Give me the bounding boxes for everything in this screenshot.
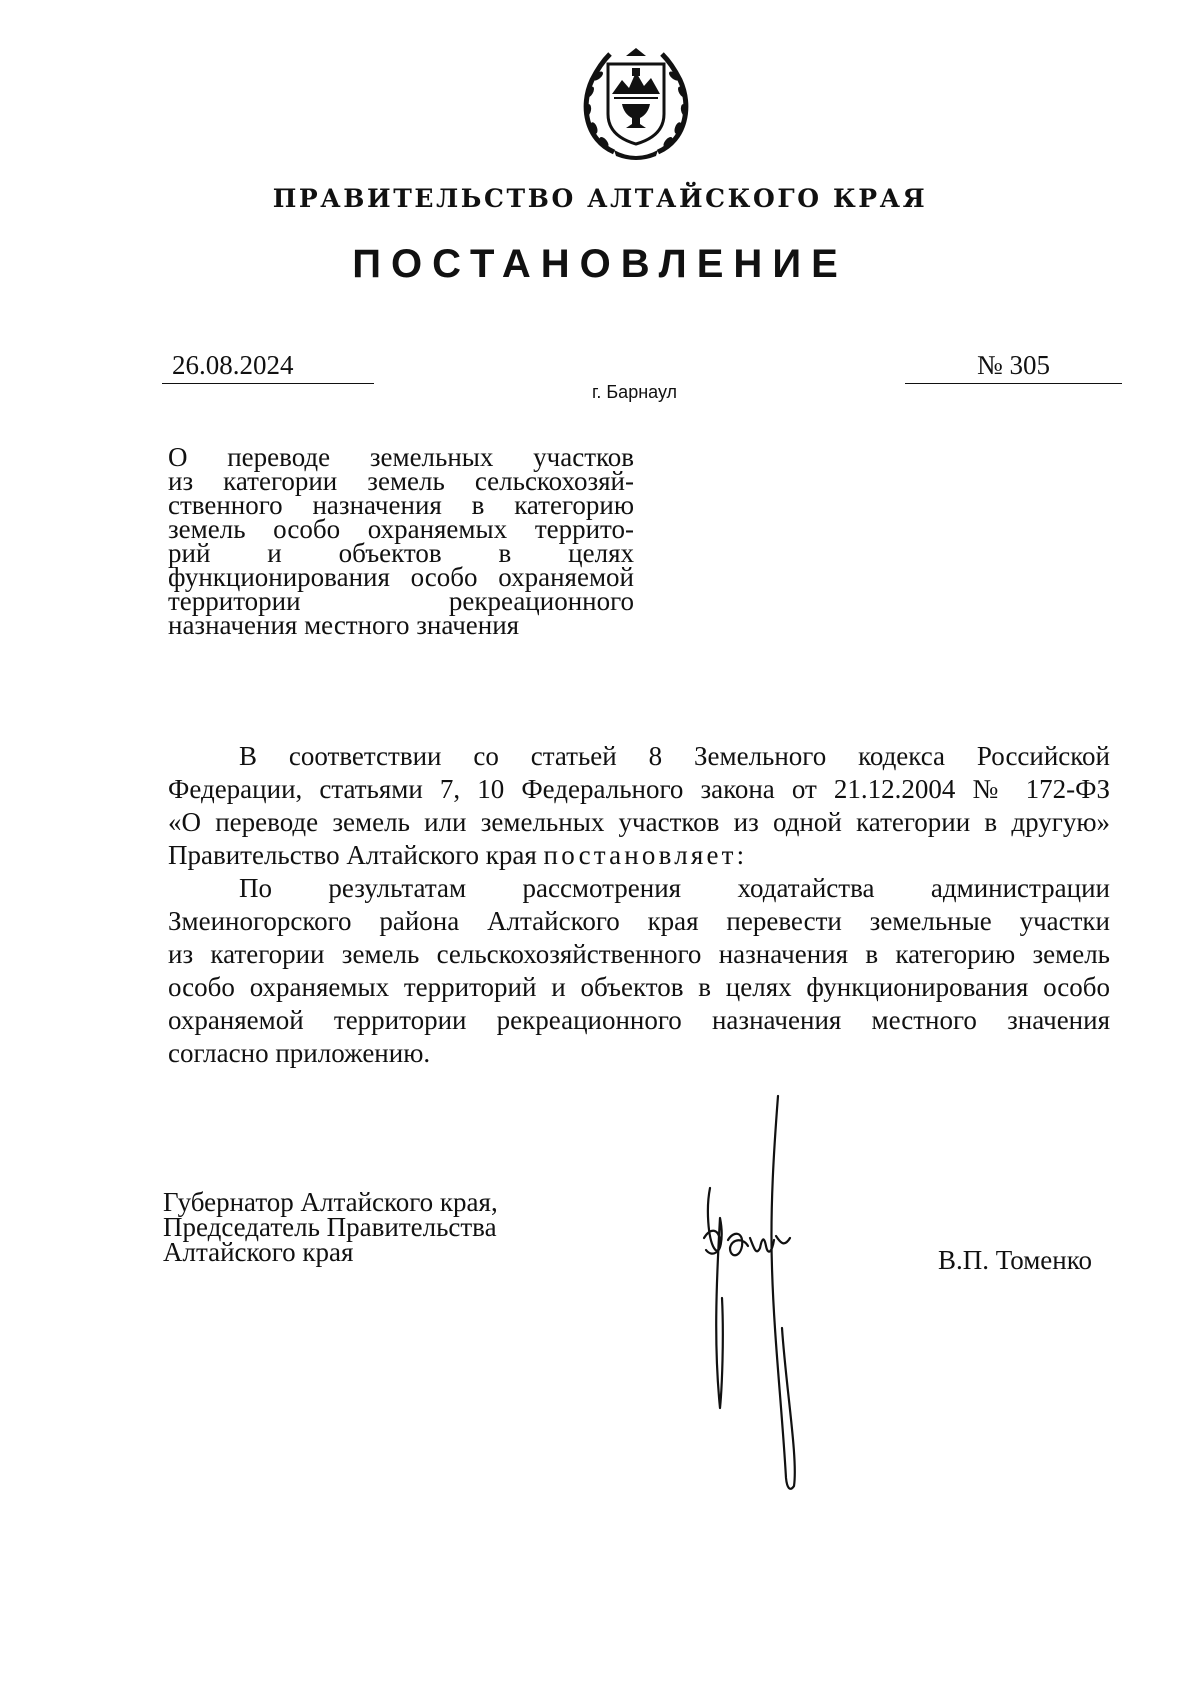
body-line: из категории земель сельскохозяйственного назначения в категорию земель bbox=[168, 939, 1110, 969]
position-line: Губернатор Алтайского края, bbox=[163, 1187, 498, 1217]
document-subject bbox=[168, 442, 634, 640]
subject-line: функционирования особо охраняемой bbox=[168, 562, 634, 592]
subject-line: ственного назначения в категорию bbox=[168, 490, 634, 520]
body-line: охраняемой территории рекреационного назначения местного значения bbox=[168, 1005, 1110, 1035]
subject-line: рий и объектов в целях bbox=[168, 538, 634, 568]
document-body bbox=[168, 740, 1110, 1070]
body-line: «О переводе земель или земельных участков из одной категории в другую» bbox=[168, 807, 1110, 837]
government-title: ПРАВИТЕЛЬСТВО АЛТАЙСКОГО КРАЯ bbox=[272, 184, 928, 213]
body-line-decree bbox=[168, 839, 1110, 872]
position-line: Председатель Правительства bbox=[163, 1212, 497, 1242]
body-line: согласно приложению. bbox=[168, 1038, 431, 1068]
decree-subject: Правительство Алтайского края bbox=[168, 840, 537, 870]
signatory-position bbox=[163, 1187, 583, 1267]
coat-of-arms-emblem bbox=[574, 44, 698, 162]
document-type-title: ПОСТАНОВЛЕНИЕ bbox=[352, 242, 848, 286]
body-line: Змеиногорского района Алтайского края перевести земельные участки bbox=[168, 906, 1110, 936]
body-line: особо охраняемых территорий и объектов в целях функционирования особо bbox=[168, 972, 1110, 1002]
handwritten-signature bbox=[690, 1088, 830, 1498]
document-number: № 305 bbox=[905, 350, 1122, 384]
body-line: По результатам рассмотрения ходатайства администрации bbox=[239, 873, 1110, 903]
subject-line: земель особо охраняемых террито- bbox=[168, 514, 634, 544]
decree-verb: постановляет: bbox=[543, 840, 748, 870]
body-line: Федерации, статьями 7, 10 Федерального закона от 21.12.2004 № 172-ФЗ bbox=[168, 774, 1110, 804]
subject-line: О переводе земельных участков bbox=[168, 442, 634, 472]
signatory-name: В.П. Томенко bbox=[938, 1245, 1092, 1275]
body-line: В соответствии со статьей 8 Земельного кодекса Российской bbox=[239, 741, 1110, 771]
subject-line: назначения местного значения bbox=[168, 610, 520, 640]
position-line: Алтайского края bbox=[163, 1237, 354, 1267]
subject-line: территории рекреационного bbox=[168, 586, 634, 616]
document-city: г. Барнаул bbox=[592, 382, 678, 402]
document-date: 26.08.2024 bbox=[162, 350, 374, 384]
subject-line: из категории земель сельскохозяй- bbox=[168, 466, 634, 496]
